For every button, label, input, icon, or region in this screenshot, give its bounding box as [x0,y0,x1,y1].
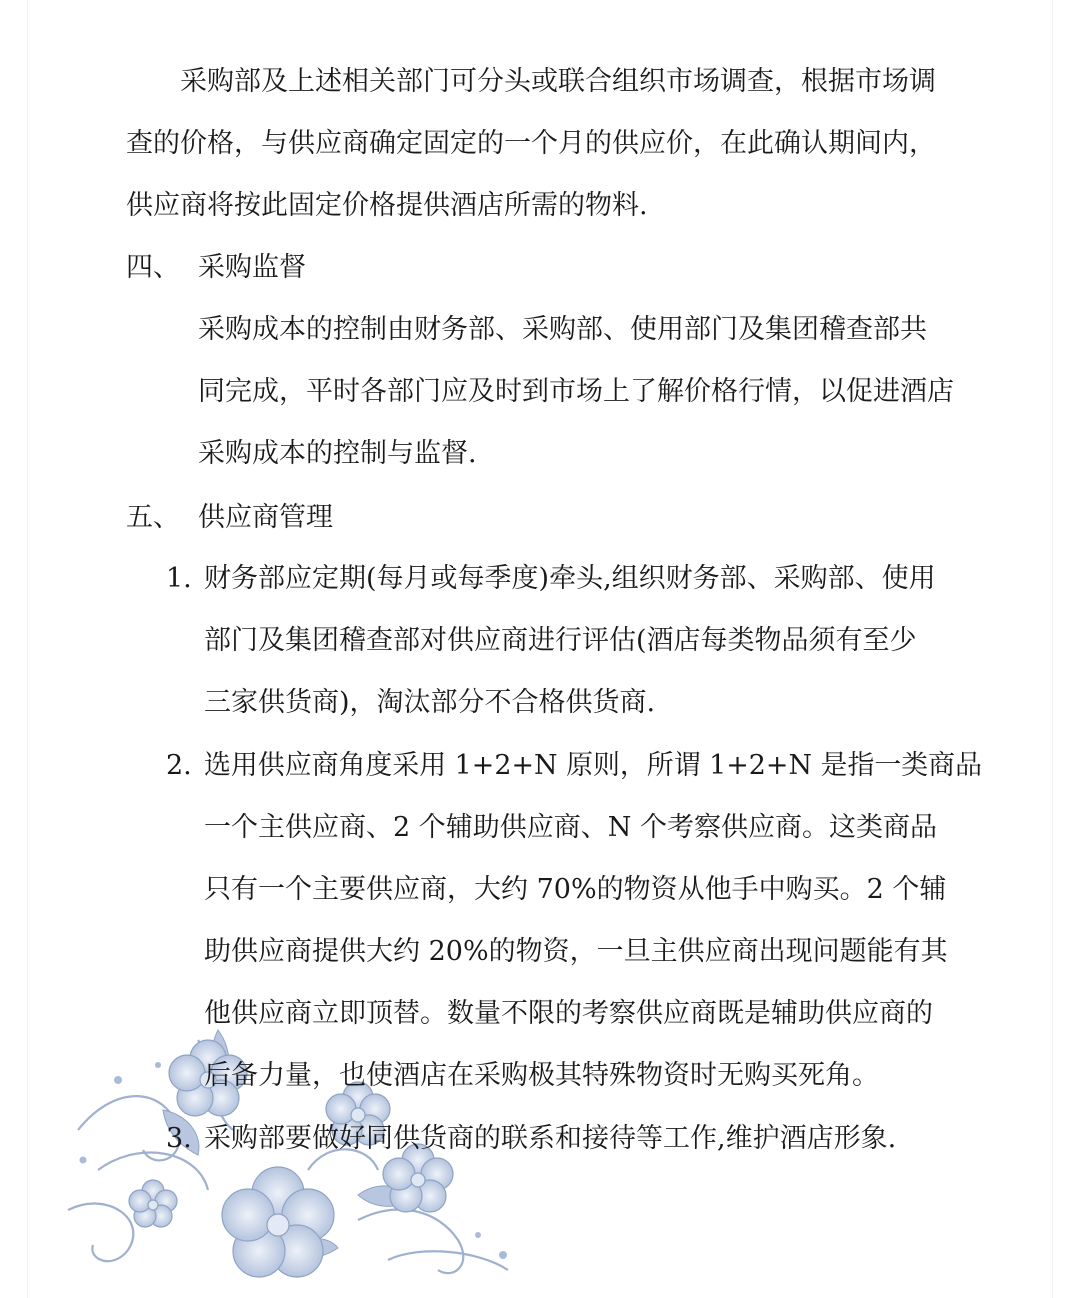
list-item-1-line-3: 三家供货商)，淘汰部分不合格供货商. [204,687,656,718]
list-item-2-line-6: 后备力量，也使酒店在采购极其特殊物资时无购买死角。 [204,1060,879,1091]
section-4-line-3: 采购成本的控制与监督. [198,438,477,469]
list-item-3-number: 3. [166,1123,192,1154]
section-5-number: 五、 [126,502,180,533]
list-item-2-line-5: 他供应商立即顶替。数量不限的考察供应商既是辅助供应商的 [204,998,933,1029]
list-item-1-line-1: 财务部应定期(每月或每季度)牵头,组织财务部、采购部、使用 [204,563,936,594]
list-item-2-line-3: 只有一个主要供应商，大约 70%的物资从他手中购买。2 个辅 [204,874,947,905]
list-item-2-line-2: 一个主供应商、2 个辅助供应商、N 个考察供应商。这类商品 [204,812,937,843]
section-5-title: 供应商管理 [198,502,333,533]
intro-line-1: 采购部及上述相关部门可分头或联合组织市场调查，根据市场调 [180,66,936,97]
list-item-2-number: 2. [166,750,192,781]
section-4-line-1: 采购成本的控制由财务部、采购部、使用部门及集团稽查部共 [198,314,927,345]
section-4-line-2: 同完成，平时各部门应及时到市场上了解价格行情，以促进酒店 [198,376,954,407]
section-4-title: 采购监督 [198,252,306,283]
list-item-2-line-1: 选用供应商角度采用 1+2+N 原则，所谓 1+2+N 是指一类商品 [204,750,982,781]
section-4-number: 四、 [126,252,180,283]
intro-line-2: 查的价格，与供应商确定固定的一个月的供应价，在此确认期间内， [126,128,936,159]
document-page [28,0,1052,1298]
intro-line-3: 供应商将按此固定价格提供酒店所需的物料. [126,190,648,221]
list-item-1-line-2: 部门及集团稽查部对供应商进行评估(酒店每类物品须有至少 [204,625,917,656]
list-item-2-line-4: 助供应商提供大约 20%的物资，一旦主供应商出现问题能有其 [204,936,948,967]
list-item-3-line-1: 采购部要做好同供货商的联系和接待等工作,维护酒店形象. [204,1123,897,1154]
list-item-1-number: 1. [166,563,192,594]
